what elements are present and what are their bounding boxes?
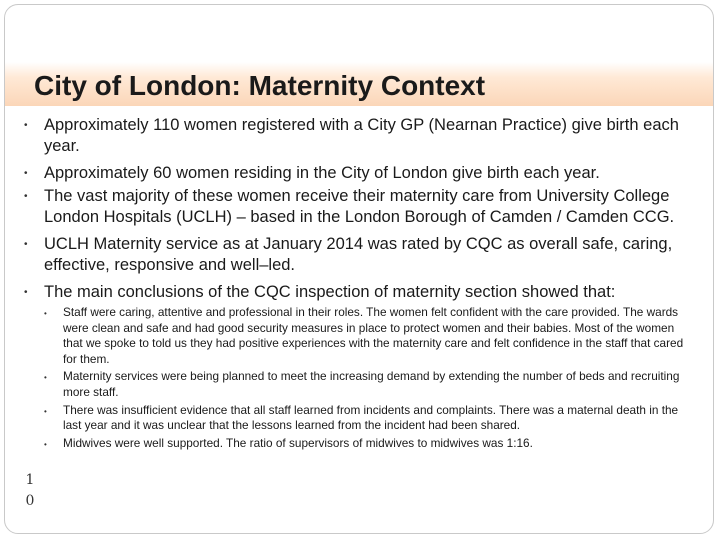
sub-bullet-item <box>43 369 696 400</box>
bullet-text: UCLH Maternity service as at January 2014 was rated by CQC as overall safe, caring, effective, responsive and well–led. <box>44 235 673 274</box>
bullet-text: Approximately 60 women residing in the City of London give birth each year. <box>44 164 600 182</box>
sub-bullet-text: There was insufficient evidence that all staff learned from incidents and complaints. There was a maternal death in the last year and it was unclear that the lessons learned from the incident had been shared. <box>63 402 679 433</box>
bullet-marker: • <box>24 239 28 250</box>
slide-content <box>16 115 696 453</box>
slide-title: City of London: Maternity Context <box>34 70 486 101</box>
sub-bullet-marker: • <box>44 373 47 383</box>
bullet-text: Approximately 110 women registered with a City GP (Nearnan Practice) give birth each year. <box>44 116 679 155</box>
page-number-digit: 1 <box>25 472 35 488</box>
bullet-text: The main conclusions of the CQC inspection of maternity section showed that: <box>44 283 616 301</box>
sub-bullet-item <box>43 436 696 452</box>
bullet-marker: • <box>24 287 28 298</box>
bullet-item <box>16 282 696 303</box>
page-number-digit: 0 <box>25 493 35 509</box>
bullet-item <box>16 115 696 157</box>
sub-bullet-marker: • <box>44 439 47 449</box>
bullet-marker: • <box>24 120 28 131</box>
bullet-marker: • <box>24 168 28 179</box>
page-number <box>25 470 35 512</box>
sub-bullet-text: Staff were caring, attentive and professional in their roles. The women felt confident with the care provided. The wards were clean and safe and had good security measures in place to protect women and their babies. Most of the women that we spoke to told us they had positive experiences with the maternity care and felt confidence in the staff that cared for them. <box>63 305 684 366</box>
sub-bullet-marker: • <box>44 309 47 318</box>
bullet-item <box>16 234 696 276</box>
sub-bullet-text: Maternity services were being planned to meet the increasing demand by extending the number of beds and recruiting more staff. <box>63 369 680 399</box>
bullet-text: The vast majority of these women receive their maternity care from University College London Hospitals (UCLH) – based in the London Borough of Camden / Camden CCG. <box>44 187 675 226</box>
sub-bullet-text: Midwives were well supported. The ratio of supervisors of midwives to midwives was 1:16. <box>63 435 533 450</box>
bullet-item <box>16 186 696 228</box>
sub-bullet-marker: • <box>44 406 47 416</box>
sub-bullet-item <box>43 403 696 434</box>
bullet-item <box>16 163 696 184</box>
sub-bullet-list <box>43 305 696 451</box>
sub-bullet-item <box>43 305 696 367</box>
bullet-marker: • <box>24 191 28 202</box>
